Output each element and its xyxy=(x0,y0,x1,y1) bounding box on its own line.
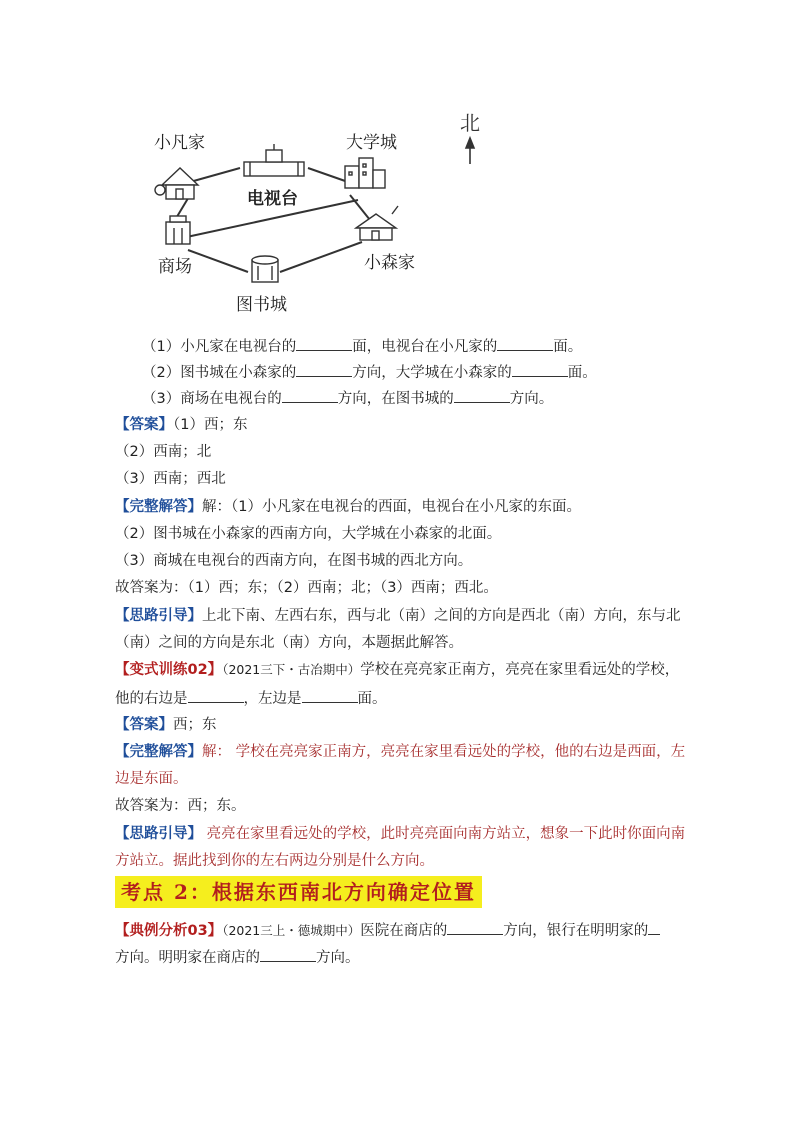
guide-tag: 【思路引导】 xyxy=(115,826,202,842)
exercise-text: 面。 xyxy=(357,691,387,707)
example-text: 医院在商店的 xyxy=(360,923,448,939)
solution-2-line-1 xyxy=(0,742,794,762)
example-source: （2021三上・德城期中） xyxy=(222,923,361,938)
house-icon xyxy=(155,168,198,199)
solution-text: 边是东面。 xyxy=(115,771,188,787)
guide-2-line-1 xyxy=(0,824,794,844)
solution-1-line-3 xyxy=(0,551,794,571)
answer-blank[interactable] xyxy=(512,362,568,377)
answer-blank[interactable] xyxy=(296,336,352,351)
answer-2-line xyxy=(0,715,794,735)
place-label-dianshi: 电视台 xyxy=(247,189,298,209)
exercise-2-line-1 xyxy=(0,660,794,680)
answer-blank[interactable] xyxy=(497,336,553,351)
answer-blank[interactable] xyxy=(188,688,244,703)
solution-text: 故答案为：西；东。 xyxy=(115,798,246,814)
guide-text: 方站立。据此找到你的左右两边分别是什么方向。 xyxy=(115,853,434,869)
guide-text: 上北下南、左西右东，西与北（南）之间的方向是西北（南）方向，东与北 xyxy=(202,608,681,624)
answer-text: （3）西南；西北 xyxy=(115,471,226,487)
place-label-daxue: 大学城 xyxy=(346,133,397,153)
answer-1-line-3 xyxy=(0,469,794,489)
question-text: （2）图书城在小森家的 xyxy=(142,365,297,381)
question-text: 方向。 xyxy=(509,391,554,407)
answer-blank[interactable] xyxy=(296,362,352,377)
book-city-icon xyxy=(252,256,278,282)
solution-2-line-3 xyxy=(0,796,794,816)
mall-icon xyxy=(166,216,190,244)
answer-text: （2）西南；北 xyxy=(115,444,212,460)
north-label: 北 xyxy=(460,111,480,135)
example-text: 方向。 xyxy=(316,950,360,966)
place-label-xiaofan: 小凡家 xyxy=(154,133,205,153)
university-buildings-icon xyxy=(345,158,385,188)
question-text: 面。 xyxy=(567,365,597,381)
answer-1-line-2 xyxy=(0,442,794,462)
question-text: 方向，大学城在小森家的 xyxy=(352,365,512,381)
answer-blank[interactable] xyxy=(648,920,660,935)
question-text: 方向，在图书城的 xyxy=(337,391,454,407)
section-heading: 考点 2：根据东西南北方向确定位置 xyxy=(115,876,482,908)
solution-text: （2）图书城在小森家的西南方向，大学城在小森家的北面。 xyxy=(115,526,502,542)
exercise-text: ，左边是 xyxy=(243,691,302,707)
answer-blank[interactable] xyxy=(282,388,338,403)
example-text: 方向，银行在明明家的 xyxy=(503,923,649,939)
example-3-line-1 xyxy=(0,920,794,941)
place-label-shangchang: 商场 xyxy=(158,257,192,277)
answer-tag: 【答案】 xyxy=(115,417,173,433)
exercise-tag: 【变式训练02】 xyxy=(115,662,223,678)
solution-text: 解： 学校在亮亮家正南方，亮亮在家里看远处的学校，他的右边是西面，左 xyxy=(202,744,686,760)
exercise-source: （2021三下・古冶期中） xyxy=(222,662,361,677)
answer-blank[interactable] xyxy=(454,388,510,403)
answer-blank[interactable] xyxy=(302,688,358,703)
guide-1-line-1 xyxy=(0,606,794,626)
place-label-tushu: 图书城 xyxy=(236,295,287,315)
example-tag: 【典例分析03】 xyxy=(115,923,223,939)
example-text: 方向。明明家在商店的 xyxy=(115,950,260,966)
north-arrow-icon xyxy=(466,138,474,164)
solution-1-line-4 xyxy=(0,578,794,598)
exercise-text: 学校在亮亮家正南方，亮亮在家里看远处的学校， xyxy=(360,662,680,678)
answer-tag: 【答案】 xyxy=(115,717,173,733)
question-text: 面。 xyxy=(553,339,583,355)
example-3-line-2 xyxy=(0,947,794,968)
solution-text: （3）商城在电视台的西南方向，在图书城的西北方向。 xyxy=(115,553,473,569)
solution-text: 故答案为：（1）西；东；（2）西南；北；（3）西南；西北。 xyxy=(115,580,498,596)
answer-blank[interactable] xyxy=(260,947,316,962)
guide-tag: 【思路引导】 xyxy=(115,608,202,624)
question-2 xyxy=(0,362,794,383)
solution-text: 解：（1）小凡家在电视台的西面，电视台在小凡家的东面。 xyxy=(202,499,581,515)
answer-1-line-1 xyxy=(0,415,794,435)
place-label-xiaosen: 小森家 xyxy=(364,253,415,273)
solution-tag: 【完整解答】 xyxy=(115,499,202,515)
question-text: 面，电视台在小凡家的 xyxy=(352,339,498,355)
answer-blank[interactable] xyxy=(447,920,503,935)
guide-text: （南）之间的方向是东北（南）方向，本题据此解答。 xyxy=(115,635,463,651)
direction-map-figure xyxy=(140,100,500,325)
solution-2-line-2 xyxy=(0,769,794,789)
guide-text: 亮亮在家里看远处的学校，此时亮亮面向南方站立，想象一下此时你面向南 xyxy=(202,826,686,842)
question-text: （1）小凡家在电视台的 xyxy=(142,339,297,355)
question-3 xyxy=(0,388,794,409)
answer-text: （1）西；东 xyxy=(173,417,248,433)
exercise-text: 他的右边是 xyxy=(115,691,188,707)
solution-1-line-2 xyxy=(0,524,794,544)
tv-station-icon xyxy=(244,144,304,176)
guide-2-line-2 xyxy=(0,851,794,871)
solution-tag: 【完整解答】 xyxy=(115,744,202,760)
question-text: （3）商场在电视台的 xyxy=(142,391,282,407)
guide-1-line-2 xyxy=(0,633,794,653)
exercise-2-line-2 xyxy=(0,688,794,709)
question-1 xyxy=(0,336,794,357)
answer-text: 西；东 xyxy=(173,717,217,733)
solution-1-line-1 xyxy=(0,497,794,517)
